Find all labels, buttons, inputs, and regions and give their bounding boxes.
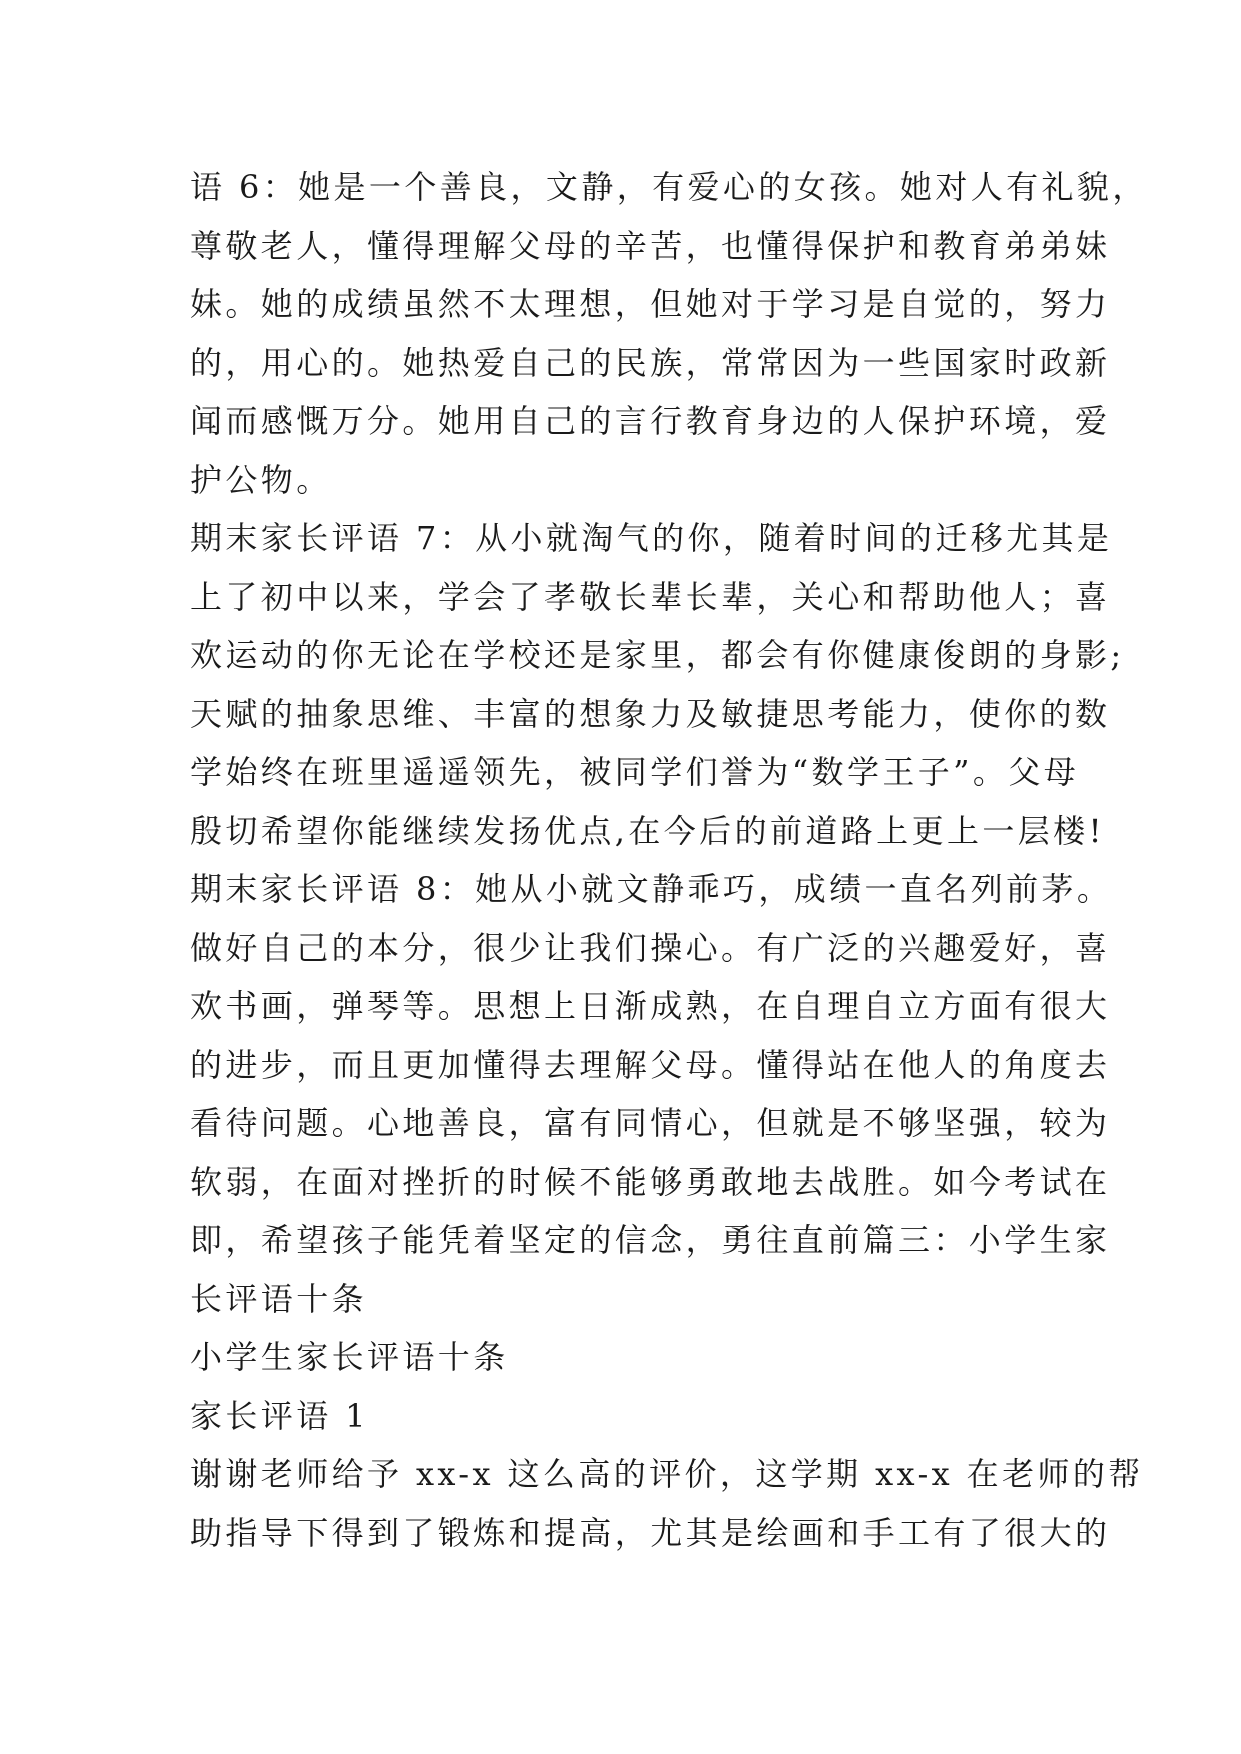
text-line: 的进步，而且更加懂得去理解父母。懂得站在他人的角度去 <box>190 1045 1111 1084</box>
text-line: 助指导下得到了锻炼和提高，尤其是绘画和手工有了很大的 <box>190 1513 1111 1552</box>
text-line: 长评语十条 <box>190 1279 368 1318</box>
text-line: 软弱，在面对挫折的时候不能够勇敢地去战胜。如今考试在 <box>190 1162 1111 1201</box>
text-line: 期末家长评语 7：从小就淘气的你，随着时间的迁移尤其是 <box>190 519 1113 557</box>
text-line: 期末家长评语 8：她从小就文静乖巧，成绩一直名列前茅。 <box>190 870 1113 908</box>
text-line: 家长评语 1 <box>190 1396 369 1435</box>
text-line: 做好自己的本分，很少让我们操心。有广泛的兴趣爱好，喜 <box>190 928 1111 967</box>
text-line: 即，希望孩子能凭着坚定的信念，勇往直前篇三：小学生家 <box>190 1221 1111 1259</box>
text-line: 上了初中以来，学会了孝敬长辈长辈，关心和帮助他人；喜 <box>190 577 1111 616</box>
text-line: 小学生家长评语十条 <box>190 1338 509 1376</box>
text-line: 闻而感慨万分。她用自己的言行教育身边的人保护环境，爱 <box>190 402 1111 440</box>
text-line: 的，用心的。她热爱自己的民族，常常因为一些国家时政新 <box>190 343 1111 382</box>
text-line: 欢运动的你无论在学校还是家里，都会有你健康俊朗的身影; <box>190 636 1125 674</box>
text-line: 语 6：她是一个善良，文静，有爱心的女孩。她对人有礼貌， <box>190 168 1148 206</box>
text-line: 天赋的抽象思维、丰富的想象力及敏捷思考能力，使你的数 <box>190 694 1111 733</box>
text-line: 学始终在班里遥遥领先，被同学们誉为“数学王子”。父母 <box>190 753 1080 791</box>
text-line: 欢书画，弹琴等。思想上日渐成熟，在自理自立方面有很大 <box>190 987 1111 1025</box>
text-line: 谢谢老师给予 xx-x 这么高的评价，这学期 xx-x 在老师的帮 <box>190 1455 1144 1493</box>
text-line: 殷切希望你能继续发扬优点,在今后的前道路上更上一层楼! <box>190 811 1105 850</box>
text-line: 护公物。 <box>190 460 332 499</box>
text-line: 妹。她的成绩虽然不太理想，但她对于学习是自觉的，努力 <box>190 285 1111 323</box>
text-line: 尊敬老人，懂得理解父母的辛苦，也懂得保护和教育弟弟妹 <box>190 226 1111 265</box>
body-text <box>190 158 1148 1562</box>
text-line: 看待问题。心地善良，富有同情心，但就是不够坚强，较为 <box>190 1104 1111 1142</box>
